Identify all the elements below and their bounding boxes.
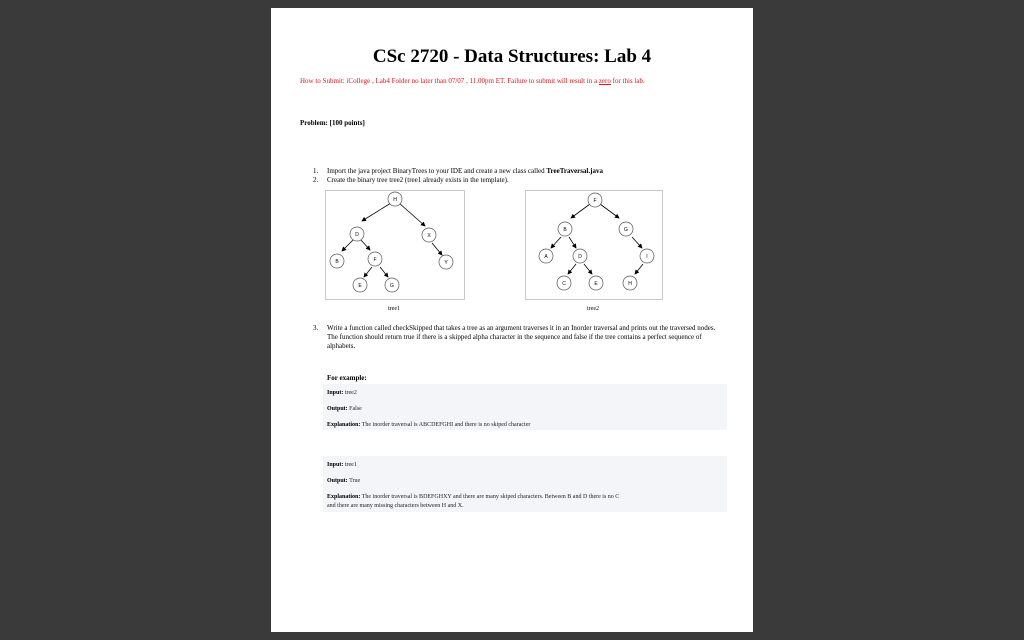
tree2-diagram: [526, 191, 662, 299]
node-d-label: D: [355, 232, 359, 238]
list-text: Import the java project BinaryTrees to your IDE and create a new class called: [327, 167, 547, 175]
edge-d-b: [342, 240, 353, 251]
edge-f-g: [600, 204, 619, 218]
example-input: Input: tree1: [327, 462, 357, 468]
node-h-label: H: [628, 281, 632, 287]
edge-g-i: [632, 237, 642, 248]
node-e-label: E: [594, 281, 598, 287]
edge-i-h: [635, 264, 643, 274]
node-d-label: D: [578, 254, 582, 260]
node-e-label: E: [358, 283, 362, 289]
example-input: Input: tree2: [327, 390, 357, 396]
edge-d-e: [584, 264, 592, 274]
list-item-2: [313, 176, 723, 185]
submit-text: How to Submit: iCollege , Lab4 Folder no later than 07/07 , 11.00pm ET. Failure to submit will result in a: [300, 77, 598, 85]
list-number: 1.: [313, 167, 319, 175]
list-number: 3.: [313, 324, 319, 332]
node-f-label: F: [593, 198, 597, 204]
node-f-label: F: [373, 257, 377, 263]
example-box-1: [323, 384, 727, 430]
node-b-label: B: [335, 259, 339, 265]
edge-h-d: [362, 203, 391, 221]
list-item-3: [313, 324, 727, 351]
node-y-label: Y: [444, 260, 448, 266]
example-box-2: [323, 456, 727, 512]
tree2-figure: [525, 190, 663, 300]
example-output: Output: True: [327, 478, 361, 484]
list-text-bold: TreeTraversal.java: [546, 167, 603, 175]
edge-f-e: [364, 267, 372, 277]
tree2-caption: tree2: [587, 306, 599, 312]
tree1-caption: tree1: [388, 306, 400, 312]
edge-x-y: [432, 243, 442, 255]
list-text: Write a function called checkSkipped that takes a tree as an argument traverses it in an Inorder traversal and prints out the traversed nodes. The function should return true if there is a skipped alpha character in the sequence and false if the tree contains a perfect sequence of alphabets.: [327, 324, 716, 350]
node-i-label: I: [646, 254, 648, 260]
node-a-label: A: [544, 254, 548, 260]
tree1-figure: [325, 190, 465, 300]
edge-d-c: [568, 264, 576, 274]
node-x-label: X: [427, 233, 431, 239]
edge-f-b: [571, 204, 590, 218]
node-b-label: B: [563, 227, 567, 233]
list-number: 2.: [313, 176, 319, 184]
node-g-label: G: [390, 283, 394, 289]
page-title: CSc 2720 - Data Structures: Lab 4: [372, 46, 652, 67]
example-explanation-cont: and there are many missing characters between H and X.: [327, 503, 464, 509]
edge-h-x: [399, 203, 425, 226]
list-item-1: [313, 167, 723, 176]
edge-b-a: [551, 237, 561, 248]
node-c-label: C: [562, 281, 566, 287]
example-output: Output: False: [327, 406, 362, 412]
node-g-label: G: [624, 227, 628, 233]
example-explanation: Explanation: The inorder traversal is ABCDEFGHI and there is no skiped character: [327, 422, 531, 428]
tree1-diagram: [326, 191, 464, 299]
example-explanation: Explanation: The inorder traversal is BDEFGHXY and there are many skiped characters. Between B and D there is no C: [327, 494, 620, 500]
edge-b-d: [569, 237, 576, 248]
submit-underlined-word: zero: [598, 77, 611, 85]
document-page: [271, 8, 753, 632]
submission-instructions: [300, 76, 720, 86]
example-heading: For example:: [327, 374, 367, 382]
submit-tail: for this lab.: [610, 77, 645, 85]
edge-d-f: [361, 240, 370, 250]
node-h-label: H: [393, 197, 397, 203]
list-text: Create the binary tree tree2 (tree1 already exists in the template).: [327, 176, 509, 184]
edge-f-g: [380, 267, 388, 277]
problem-heading: Problem: [100 points]: [300, 119, 365, 127]
